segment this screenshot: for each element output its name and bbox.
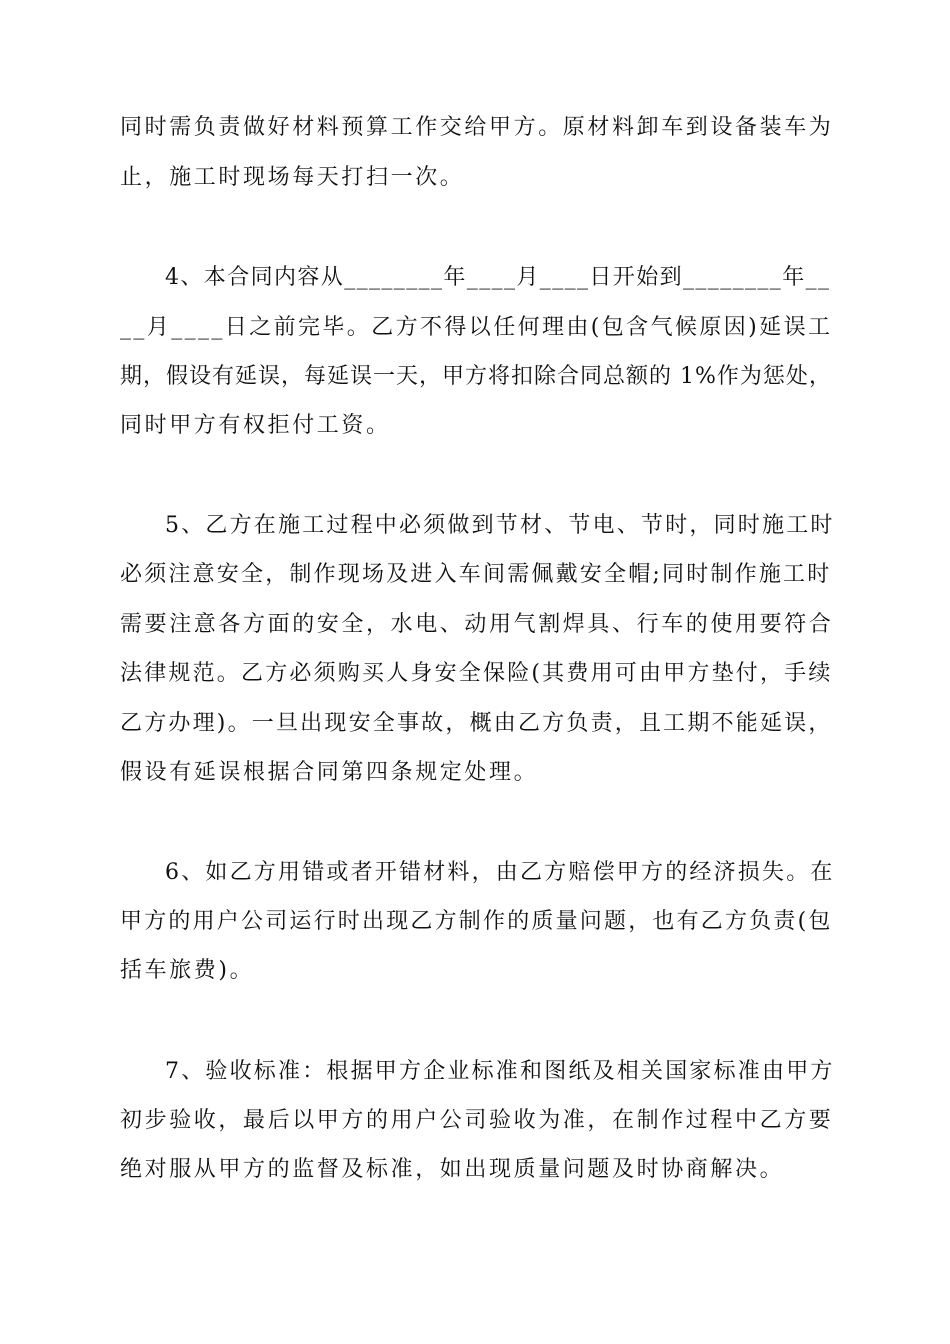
text-line: 初步验收，最后以甲方的用户公司验收为准，在制作过程中乙方要 — [120, 1108, 834, 1133]
text-line: 止，施工时现场每天打扫一次。 — [120, 165, 465, 190]
text-line: 假设有延误根据合同第四条规定处理。 — [120, 760, 539, 785]
text-line: __月____日之前完毕。乙方不得以任何理由(包含气候原因)延误工 — [120, 315, 833, 340]
text-line: 6、如乙方用错或者开错材料，由乙方赔偿甲方的经济损失。在 — [165, 860, 835, 885]
text-line: 乙方办理)。一旦出现安全事故，概由乙方负责，且工期不能延误， — [120, 711, 833, 736]
text-line: 绝对服从甲方的监督及标准，如出现质量问题及时协商解决。 — [120, 1157, 785, 1182]
text-line: 5、乙方在施工过程中必须做到节材、节电、节时，同时施工时 — [165, 513, 835, 538]
text-line: 期，假设有延误，每延误一天，甲方将扣除合同总额的 1%作为惩处， — [120, 364, 832, 389]
text-line: 必须注意安全，制作现场及进入车间需佩戴安全帽;同时制作施工时 — [120, 562, 832, 587]
text-line: 4、本合同内容从________年____月____日开始到________年__ — [165, 265, 831, 290]
text-line: 甲方的用户公司运行时出现乙方制作的质量问题，也有乙方负责(包 — [120, 909, 833, 934]
text-line: 7、验收标准：根据甲方企业标准和图纸及相关国家标准由甲方 — [165, 1059, 835, 1084]
text-line: 同时需负责做好材料预算工作交给甲方。原材料卸车到设备装车为 — [120, 115, 834, 140]
text-line: 法律规范。乙方必须购买人身安全保险(其费用可由甲方垫付，手续 — [120, 661, 833, 686]
text-line: 同时甲方有权拒付工资。 — [120, 413, 391, 438]
text-line: 括车旅费)。 — [120, 958, 255, 983]
text-line: 需要注意各方面的安全，水电、动用气割焊具、行车的使用要符合 — [120, 612, 834, 637]
